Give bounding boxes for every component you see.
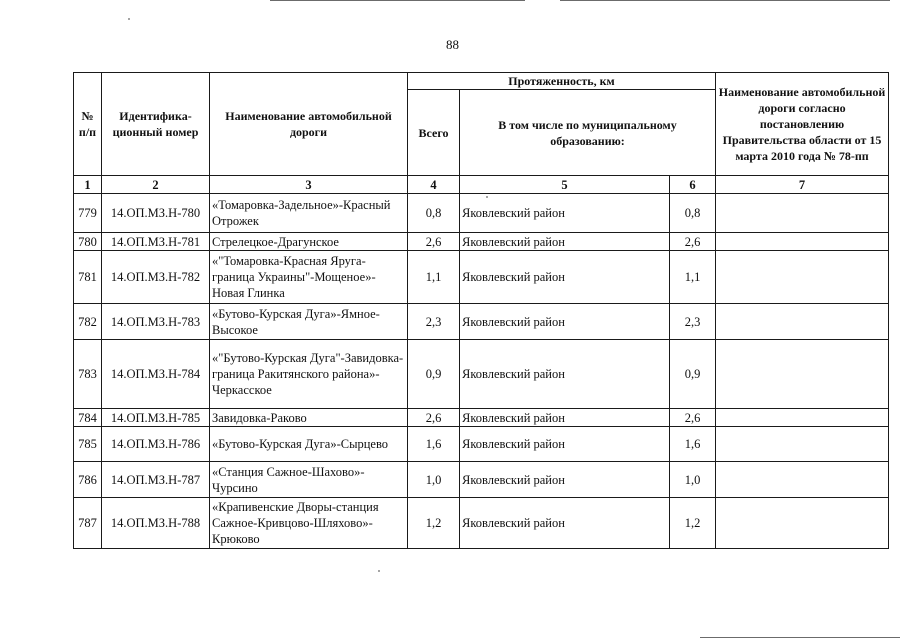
district-name: Яковлевский район — [460, 304, 670, 340]
table-row — [74, 251, 889, 304]
header-num: № п/п — [74, 73, 102, 176]
road-id: 14.ОП.МЗ.Н-783 — [102, 304, 210, 340]
district-name: Яковлевский район — [460, 340, 670, 409]
road-name: «Станция Сажное-Шахово»-Чурсино — [210, 462, 408, 498]
header-length-group: Протяженность, км — [408, 73, 716, 90]
road-name: «Бутово-Курская Дуга»-Ямное-Высокое — [210, 304, 408, 340]
road-id: 14.ОП.МЗ.Н-784 — [102, 340, 210, 409]
decree-name — [716, 340, 889, 409]
decree-name — [716, 194, 889, 233]
row-number: 785 — [74, 427, 102, 462]
column-number: 1 — [74, 176, 102, 194]
row-number: 787 — [74, 498, 102, 549]
header-total: Всего — [408, 90, 460, 176]
table-row — [74, 340, 889, 409]
length-total: 1,0 — [408, 462, 460, 498]
decree-name — [716, 304, 889, 340]
row-number: 780 — [74, 233, 102, 251]
length-total: 0,9 — [408, 340, 460, 409]
column-number: 5 — [460, 176, 670, 194]
length-district: 2,6 — [670, 233, 716, 251]
road-id: 14.ОП.МЗ.Н-785 — [102, 409, 210, 427]
row-number: 783 — [74, 340, 102, 409]
table-row — [74, 462, 889, 498]
road-id: 14.ОП.МЗ.Н-788 — [102, 498, 210, 549]
scan-edge-top — [270, 0, 525, 1]
column-numbers-row — [74, 176, 889, 194]
row-number: 781 — [74, 251, 102, 304]
road-name: Завидовка-Раково — [210, 409, 408, 427]
scan-edge-top-right — [560, 0, 890, 1]
road-name: «Крапивенские Дворы-станция Сажное-Кривцово-Шляхово»-Крюково — [210, 498, 408, 549]
table-row — [74, 427, 889, 462]
road-id: 14.ОП.МЗ.Н-787 — [102, 462, 210, 498]
column-number: 3 — [210, 176, 408, 194]
row-number: 779 — [74, 194, 102, 233]
road-id: 14.ОП.МЗ.Н-782 — [102, 251, 210, 304]
district-name: Яковлевский район — [460, 233, 670, 251]
road-name: «"Томаровка-Красная Яруга-граница Украины"-Мощеное»-Новая Глинка — [210, 251, 408, 304]
header-id: Идентифика-ционный номер — [102, 73, 210, 176]
length-district: 1,6 — [670, 427, 716, 462]
table-row — [74, 409, 889, 427]
decree-name — [716, 251, 889, 304]
decree-name — [716, 462, 889, 498]
road-id: 14.ОП.МЗ.Н-781 — [102, 233, 210, 251]
road-id: 14.ОП.МЗ.Н-780 — [102, 194, 210, 233]
length-total: 0,8 — [408, 194, 460, 233]
length-district: 1,2 — [670, 498, 716, 549]
district-name: Яковлевский район — [460, 427, 670, 462]
decree-name — [716, 233, 889, 251]
decree-name — [716, 409, 889, 427]
district-name: Яковлевский район — [460, 462, 670, 498]
scan-edge-bottom — [700, 637, 900, 638]
scan-speck — [486, 196, 488, 198]
length-district: 2,3 — [670, 304, 716, 340]
column-number: 7 — [716, 176, 889, 194]
length-total: 1,1 — [408, 251, 460, 304]
scan-speck — [128, 18, 130, 20]
column-number: 4 — [408, 176, 460, 194]
table-row — [74, 498, 889, 549]
district-name: Яковлевский район — [460, 194, 670, 233]
row-number: 784 — [74, 409, 102, 427]
road-name: «Бутово-Курская Дуга»-Сырцево — [210, 427, 408, 462]
district-name: Яковлевский район — [460, 409, 670, 427]
road-name: «"Бутово-Курская Дуга"-Завидовка-граница Ракитянского района»-Черкасское — [210, 340, 408, 409]
decree-name — [716, 427, 889, 462]
length-total: 1,2 — [408, 498, 460, 549]
decree-name — [716, 498, 889, 549]
district-name: Яковлевский район — [460, 251, 670, 304]
length-district: 1,0 — [670, 462, 716, 498]
row-number: 782 — [74, 304, 102, 340]
length-total: 2,6 — [408, 409, 460, 427]
length-district: 0,9 — [670, 340, 716, 409]
length-district: 1,1 — [670, 251, 716, 304]
page-number: 88 — [446, 37, 459, 52]
table-row — [74, 233, 889, 251]
road-name: «Томаровка-Задельное»-Красный Отрожек — [210, 194, 408, 233]
column-number: 6 — [670, 176, 716, 194]
length-district: 0,8 — [670, 194, 716, 233]
table-row — [74, 194, 889, 233]
header-name: Наименование автомобильной дороги — [210, 73, 408, 176]
length-district: 2,6 — [670, 409, 716, 427]
header-decree: Наименование автомобильной дороги согласно постановлению Правительства области от 15 марта 2010 года № 78-пп — [716, 73, 889, 176]
roads-table — [73, 72, 889, 549]
length-total: 2,6 — [408, 233, 460, 251]
road-id: 14.ОП.МЗ.Н-786 — [102, 427, 210, 462]
scan-speck — [378, 570, 380, 572]
column-number: 2 — [102, 176, 210, 194]
row-number: 786 — [74, 462, 102, 498]
district-name: Яковлевский район — [460, 498, 670, 549]
road-name: Стрелецкое-Драгунское — [210, 233, 408, 251]
table-row — [74, 304, 889, 340]
length-total: 1,6 — [408, 427, 460, 462]
header-incl: В том числе по муниципальному образованию: — [460, 90, 716, 176]
length-total: 2,3 — [408, 304, 460, 340]
